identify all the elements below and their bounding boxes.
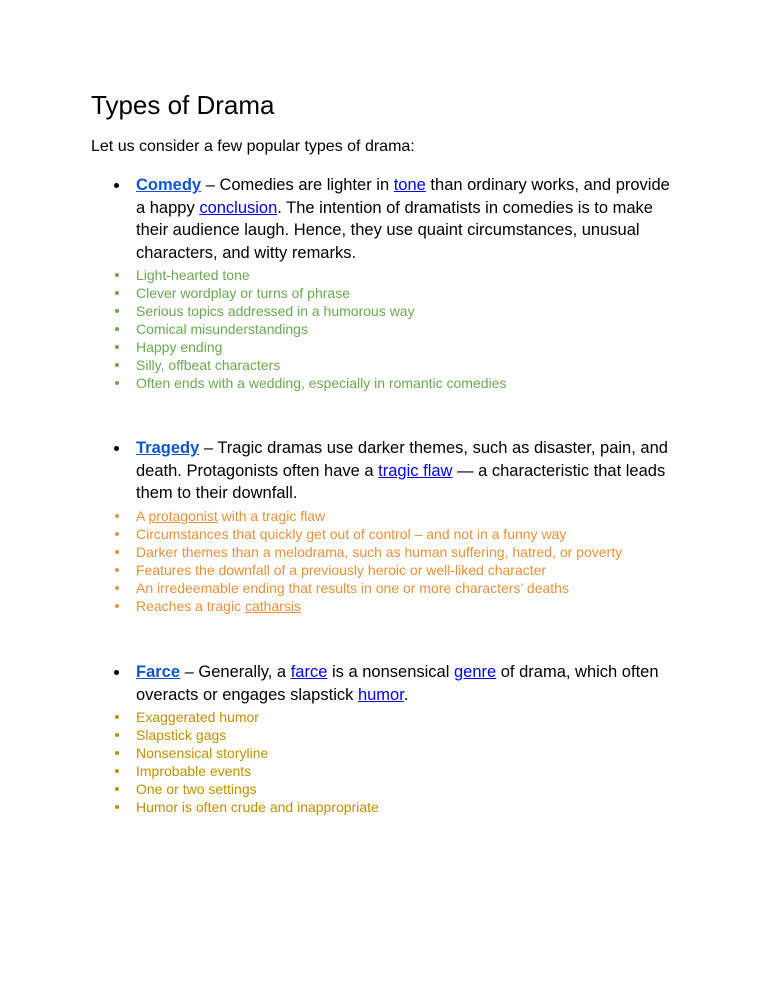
list-item: Features the downfall of a previously heroic or well-liked character [0, 561, 768, 579]
bullet-icon [115, 514, 119, 518]
bullet-icon [115, 309, 119, 313]
list-item: Nonsensical storyline [0, 744, 768, 762]
comedy-term-link[interactable]: Comedy [136, 176, 202, 194]
list-item: Light-hearted tone [0, 266, 768, 284]
list-item: Improbable events [0, 762, 768, 780]
bullet-icon [115, 550, 119, 554]
bullet-icon [115, 805, 119, 809]
list-item: Humor is often crude and inappropriate [0, 798, 768, 816]
tragic-flaw-link[interactable]: tragic flaw [378, 461, 453, 480]
comedy-features-list [0, 266, 768, 392]
list-item: Slapstick gags [0, 726, 768, 744]
list-item: Happy ending [0, 338, 768, 356]
bullet-icon [115, 715, 119, 719]
bullet-icon [114, 670, 119, 675]
bullet-icon [115, 345, 119, 349]
bullet-icon [115, 733, 119, 737]
tragedy-section [0, 437, 768, 615]
list-item: Often ends with a wedding, especially in romantic comedies [0, 374, 768, 392]
tragedy-description: Tragedy – Tragic dramas use darker themes, such as disaster, pain, and death. Protagonists often have a tragic flaw — a characteristic that leads them to their downfall. [0, 437, 768, 505]
bullet-icon [115, 586, 119, 590]
list-item: Serious topics addressed in a humorous way [0, 302, 768, 320]
bullet-icon [115, 532, 119, 536]
list-item: Circumstances that quickly get out of control – and not in a funny way [0, 525, 768, 543]
farce-link[interactable]: farce [290, 663, 328, 681]
list-item: Clever wordplay or turns of phrase [0, 284, 768, 302]
bullet-icon [115, 787, 119, 791]
farce-term-link[interactable]: Farce [136, 663, 181, 681]
list-item: Darker themes than a melodrama, such as human suffering, hatred, or poverty [0, 543, 768, 561]
list-item: Comical misunderstandings [0, 320, 768, 338]
genre-link[interactable]: genre [453, 663, 497, 681]
list-item: An irredeemable ending that results in one or more characters’ deaths [0, 579, 768, 597]
list-item: Exaggerated humor [0, 708, 768, 726]
page-title: Types of Drama [91, 90, 275, 120]
humor-link[interactable]: humor [357, 685, 404, 704]
bullet-icon [115, 381, 119, 385]
conclusion-link[interactable]: conclusion [199, 198, 278, 217]
bullet-icon [115, 291, 119, 295]
catharsis-link[interactable]: catharsis [244, 597, 301, 614]
list-item: Silly, offbeat characters [0, 356, 768, 374]
bullet-icon [114, 446, 119, 451]
bullet-icon [115, 751, 119, 755]
bullet-icon [115, 363, 119, 367]
protagonist-link[interactable]: protagonist [148, 507, 218, 524]
list-item: A protagonist with a tragic flaw [0, 507, 768, 525]
tragedy-features-list [0, 507, 768, 615]
intro-paragraph: Let us consider a few popular types of drama: [91, 138, 415, 155]
farce-description: Farce – Generally, a farce is a nonsensical genre of drama, which often overacts or engages slapstick humor. [0, 661, 768, 706]
farce-section [0, 661, 768, 816]
tone-link[interactable]: tone [393, 176, 426, 194]
comedy-section [0, 174, 768, 392]
bullet-icon [115, 769, 119, 773]
bullet-icon [114, 183, 119, 188]
bullet-icon [115, 327, 119, 331]
comedy-description: Comedy – Comedies are lighter in tone than ordinary works, and provide a happy conclusion. The intention of dramatists in comedies is to make their audience laugh. Hence, they use quaint circumstances, unusual characters, and witty remarks. [0, 174, 768, 264]
bullet-icon [115, 604, 119, 608]
tragedy-term-link[interactable]: Tragedy [136, 439, 200, 457]
farce-features-list [0, 708, 768, 816]
list-item: One or two settings [0, 780, 768, 798]
list-item: Reaches a tragic catharsis [0, 597, 768, 615]
bullet-icon [115, 273, 119, 277]
bullet-icon [115, 568, 119, 572]
